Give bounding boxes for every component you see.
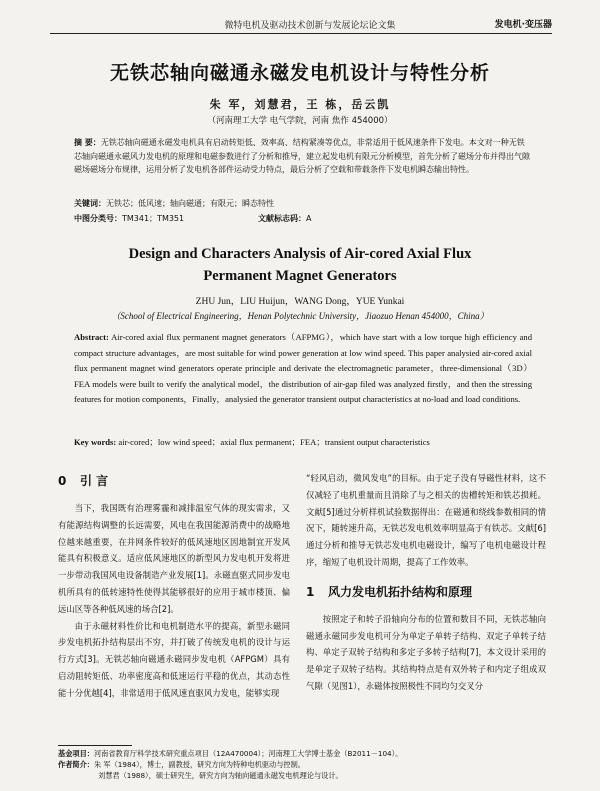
title-en-line-2: Permanent Magnet Generators (203, 268, 397, 284)
keywords-en (74, 436, 532, 448)
fund-label: 基金项目： (58, 749, 94, 758)
keywords-en-text: air-cored；low wind speed；axial flux permanent；FEA；transient output characteristics (118, 437, 430, 447)
abstract-en-text: Air-cored axial flux permanent magnet generators（AFPMG），which have start with a low torque high efficiency and compact structure advantages，are most suitable for wind power generation at low wind speed. This paper analysied air-cored axial flux permanent magnet wind generators operate principle and derivate the electromagnetic parameter，three-dimensional（3D）FEA models were built to verify the analytical model，the distribution of air-gap filed was analyzed firstly，and then the stressing features for motion components，Finally，analysied the generator transient output characteristics at no-load and load conditions. (74, 332, 532, 405)
keywords-cn (74, 198, 532, 209)
intro-paragraph-2: 由于永磁材料性价比和电机制造水平的提高，新型永磁同步发电机拓扑结构层出不穷，并打破了传统发电机的设计与运行方式[3]。无铁芯轴向磁通永磁同步发电机（AFPGM）具有启动阻转矩低、功率密度高和低速运行平稳的优点，其动态性能十分优越[4]，非常适用于低风速直驱风力发电，能够实现 (58, 620, 290, 698)
abstract-cn-label: 摘 要： (74, 138, 101, 147)
abstract-en (74, 330, 532, 408)
affiliation-en: （School of Electrical Engineering，Henan Polytechnic University，Jiaozuo Henan 454000，China） (111, 311, 489, 321)
header-rule (50, 33, 552, 34)
bio-label: 作者简介： (58, 760, 94, 769)
running-header (0, 14, 600, 34)
fund-text: 河南省教育厅科学技术研究重点项目（12A470004）；河南理工大学博士基金（B2011－104）。 (93, 749, 403, 758)
clc-label: 中图分类号： (74, 214, 122, 223)
doc-code-label: 文献标志码： (258, 214, 306, 223)
bio-footnote (58, 759, 546, 770)
affiliation-cn: （河南理工大学 电气学院，河南 焦作 454000） (207, 116, 393, 126)
keywords-cn-label: 关键词： (74, 199, 106, 208)
bio-text-1: 朱 军（1984），博士，副教授，研究方向为特种电机驱动与控制。 (93, 760, 305, 769)
section-title-1: 风力发电机拓扑结构和原理 (328, 584, 473, 599)
authors-cn: 朱 军，刘慧君，王 栋，岳云凯 (209, 98, 391, 111)
intro-paragraph-1: 当下，我国既有治理雾霾和减排温室气体的现实需求，又有能源结构调整的长远需要，风电在我国能源消费中的战略地位越来越重要，在并网条件较好的低风速地区因地制宜开发风能具有积极意义。适应低风速地区的新型风力发电机开发将进一步带动我国风电设备制造产业发展[1]。永磁直驱式同步发电机所具有的低转速特性使得其能够很好的应用于城市楼顶、偏远山区等各种低风速的场合[2]。 (58, 503, 290, 614)
left-column (58, 470, 290, 702)
paper-title-cn: 无铁芯轴向磁通永磁发电机设计与特性分析 (109, 62, 490, 84)
bio-text-2: 刘慧君（1988），硕士研究生，研究方向为轴向磁通永磁发电机理论与设计。 (98, 771, 343, 780)
intro-paragraph-3: “轻风启动，微风发电”的目标。由于定子没有导磁性材料，这不仅减轻了电机重量而且消除了与之相关的齿槽转矩和铁芯损耗。文献[5]通过分析样机试验数据得出：在磁通和绕线参数相同的情况下，随转速升高，无铁芯发电机效率明显高于有铁芯。文献[6]通过分析和推导无铁芯发电机电磁设计，编写了电机电磁设计程序，缩短了电机设计周期，提高了工作效率。 (306, 473, 546, 567)
section-heading-1 (306, 583, 546, 601)
authors-en: ZHU Jun，LIU Huijun，WANG Dong，YUE Yunkai (195, 297, 405, 307)
section-title-0: 引 言 (80, 474, 109, 488)
doc-code-value: A (306, 214, 312, 223)
section-number-0: 0 (58, 474, 67, 488)
classification-line (74, 213, 532, 224)
title-en-line-1: Design and Characters Analysis of Air-cored Axial Flux (128, 246, 472, 262)
keywords-cn-text: 无铁芯；低风速；轴向磁通；有限元；瞬态特性 (106, 199, 274, 208)
journal-title: 微特电机及驱动技术创新与发展论坛论文集 (224, 21, 396, 31)
right-column (306, 470, 546, 695)
section-label: 发电机·变压器 (494, 20, 552, 30)
abstract-cn-text: 无铁芯轴向磁通永磁发电机具有启动转矩低、效率高、结构紧凑等优点，非常适用于低风速条件下发电。本文对一种无铁芯轴向磁通永磁风力发电机的原理和电磁参数进行了分析和推导，建立起发电机有限元分析模型，首先分析了磁场分布并得出气隙磁场磁场分布规律，运用分析了发电机各部件运动受力特点，最后分析了空载和带载条件下发电机瞬态输出特性。 (74, 138, 530, 174)
bio-footnote-2 (58, 770, 546, 781)
keywords-en-label: Key words: (74, 437, 117, 447)
abstract-cn (74, 136, 532, 177)
section-heading-0 (58, 472, 290, 490)
paper-title-en (0, 243, 600, 287)
topology-paragraph: 按照定子和转子沿轴向分布的位置和数目不同，无铁芯轴向磁通永磁同步发电机可分为单定子单转子结构、双定子单转子结构、单定子双转子结构和多定子多转子结构[7]，本文设计采用的是单定子双转子结构。其结构特点是有双外转子和内定子组成双气隙（见图1），永磁体按照极性不同均匀交叉分 (306, 613, 546, 691)
footnote-rule (58, 745, 132, 746)
abstract-en-label: Abstract: (74, 332, 109, 342)
section-number-1: 1 (306, 584, 315, 599)
clc-value: TM341；TM351 (122, 214, 185, 223)
fund-footnote (58, 748, 546, 759)
